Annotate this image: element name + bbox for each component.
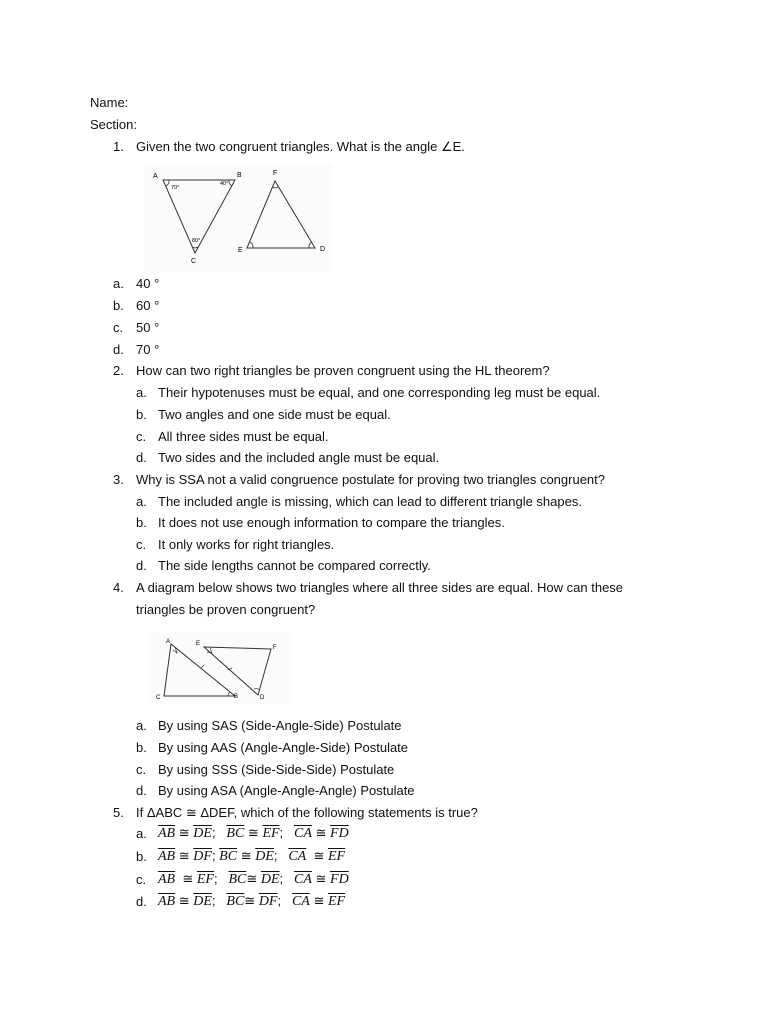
q1-angle-mark-a [166, 180, 169, 186]
q5-option-d: $\overline{AB}$ ≅ $\overline{DE}$; $\overline{BC}≅$ $\overline{DF}$; $\overline{CA}$ ≅ $\overline{EF}$ [158, 893, 346, 909]
q2-option-b: Two angles and one side must be equal. [158, 407, 391, 422]
segment: $\overline{CA}$ [294, 826, 312, 841]
q5-number: 5. [113, 805, 124, 820]
q2-number: 2. [113, 363, 124, 378]
q1-label-e: E [238, 247, 243, 254]
q1-angle-mark-c [192, 247, 198, 248]
q1-option-a-letter: a. [113, 276, 124, 291]
q2-option-d: Two sides and the included angle must be equal. [158, 450, 440, 465]
q2-option-a-letter: a. [136, 385, 147, 400]
segment: $\overline{BC}$ [219, 849, 238, 864]
q4-option-b: By using AAS (Angle-Angle-Side) Postulate [158, 740, 409, 755]
q1-label-c: C [191, 258, 197, 265]
segment: $\overline{EF}$ [327, 894, 346, 909]
q4-triangle-def [204, 647, 271, 695]
q5-option-b: $\overline{AB}$ ≅ $\overline{DF}$; $\overline{BC}$ ≅ $\overline{DE}$; $\overline{CA}$ ≅ $\overline{EF}$ [158, 848, 346, 864]
q4-option-c: By using SSS (Side-Side-Side) Postulate [158, 762, 395, 777]
q1-triangles-figure [145, 163, 332, 271]
q1-option-c-letter: c. [113, 320, 124, 335]
q2-text: How can two right triangles be proven congruent using the HL theorem? [136, 363, 550, 378]
segment: $\overline{DE}$ [193, 894, 212, 909]
q4-label-a: A [166, 639, 171, 645]
q4-label-d: D [260, 695, 265, 701]
q3-option-a: The included angle is missing, which can lead to different triangle shapes. [158, 494, 582, 509]
congruent-symbol: ≅ [178, 848, 190, 863]
q4-option-b-letter: b. [136, 740, 147, 755]
q4-triangle-abc [164, 644, 235, 696]
q1-angle-c-label: 80° [192, 238, 201, 244]
section-label: Section: [90, 117, 137, 132]
q4-tick-ab [201, 665, 204, 668]
q3-option-b: It does not use enough information to compare the triangles. [158, 515, 505, 530]
q1-option-b-letter: b. [113, 298, 124, 313]
segment: $\overline{AB}$ [158, 849, 176, 864]
q5-option-c: $\overline{AB}$ ≅ $\overline{EF}$; $\overline{BC}≅$ $\overline{DE}$; $\overline{CA}$ ≅ $\overline{FD}$ [158, 871, 349, 887]
segment: $\overline{AB}$ [158, 826, 176, 841]
q4-option-a: By using SAS (Side-Angle-Side) Postulate [158, 718, 402, 733]
segment: $\overline{DE}$ [255, 849, 274, 864]
congruent-symbol: ≅ [246, 871, 258, 886]
q1-angle-b-label: 40° [220, 181, 229, 187]
q2-option-a: Their hypotenuses must be equal, and one corresponding leg must be equal. [158, 385, 601, 400]
segment: $\overline{DE}$ [260, 872, 280, 887]
q1-label-b: B [237, 172, 242, 179]
q1-label-d: D [320, 246, 326, 253]
q1-label-f: F [273, 170, 278, 177]
q4-text-line1: A diagram below shows two triangles where all three sides are equal. How can these [136, 580, 624, 595]
q5-option-c-letter: c. [136, 872, 147, 887]
q3-option-c-letter: c. [136, 537, 147, 552]
q4-option-d-letter: d. [136, 783, 147, 798]
q4-label-f: F [273, 645, 277, 651]
name-label: Name: [90, 95, 129, 110]
q3-option-b-letter: b. [136, 515, 147, 530]
q1-text: Given the two congruent triangles. What is the angle ∠E. [136, 139, 465, 154]
segment: $\overline{DF}$ [193, 849, 212, 864]
q5-option-b-letter: b. [136, 849, 147, 864]
segment: $\overline{FD}$ [330, 872, 349, 887]
q1-number: 1. [113, 139, 124, 154]
q1-angle-a-label: 70° [171, 185, 180, 191]
congruent-symbol: ≅ [315, 871, 327, 886]
q4-label-e: E [196, 641, 201, 647]
q5-option-d-letter: d. [136, 894, 147, 909]
q4-option-a-letter: a. [136, 718, 147, 733]
segment: $\overline{CA}$ [293, 872, 312, 887]
congruent-symbol: ≅ [178, 825, 190, 840]
q1-angle-mark-f [272, 187, 278, 188]
congruent-symbol: ≅ [313, 893, 325, 908]
q5-option-a-letter: a. [136, 826, 147, 841]
q1-angle-mark-e [250, 242, 253, 248]
q1-label-a: A [153, 173, 158, 180]
segment: $\overline{BC}$ [228, 872, 247, 887]
q3-option-c: It only works for right triangles. [158, 537, 335, 552]
q1-option-d-letter: d. [113, 342, 124, 357]
congruent-symbol: ≅ [244, 893, 256, 908]
segment: $\overline{AB}$ [158, 872, 176, 887]
q1-option-a: 40 ° [136, 276, 160, 291]
congruent-symbol: ≅ [315, 825, 327, 840]
segment: $\overline{EF}$ [196, 872, 214, 887]
segment: $\overline{CA}$ [291, 894, 310, 909]
q4-label-b: B [234, 694, 239, 700]
q3-number: 3. [113, 472, 124, 487]
q2-option-d-letter: d. [136, 450, 147, 465]
q3-text: Why is SSA not a valid congruence postulate for proving two triangles congruent? [136, 472, 605, 487]
q1-option-c: 50 ° [136, 320, 160, 335]
q2-option-c-letter: c. [136, 429, 147, 444]
segment: $\overline{BC}$ [226, 826, 245, 841]
congruent-symbol: ≅ [313, 848, 325, 863]
q4-label-c: C [156, 695, 161, 701]
segment: $\overline{DF}$ [258, 894, 278, 909]
q4-angle-mark-b [228, 692, 230, 696]
q3-option-a-letter: a. [136, 494, 147, 509]
q4-text-line2: triangles be proven congruent? [136, 602, 316, 617]
q5-text: If ΔABC ≅ ΔDEF, which of the following statements is true? [136, 805, 478, 820]
q3-option-d: The side lengths cannot be compared correctly. [158, 558, 431, 573]
segment: $\overline{DE}$ [193, 826, 212, 841]
q1-option-b: 60 ° [136, 298, 160, 313]
congruent-symbol: ≅ [182, 871, 194, 886]
q4-option-d: By using ASA (Angle-Angle-Angle) Postulate [158, 783, 415, 798]
congruent-symbol: ≅ [178, 893, 190, 908]
q4-triangles-figure [148, 632, 293, 704]
congruent-symbol: ≅ [240, 848, 252, 863]
q3-option-d-letter: d. [136, 558, 147, 573]
q2-option-b-letter: b. [136, 407, 147, 422]
segment: $\overline{EF}$ [328, 849, 346, 864]
segment: $\overline{FD}$ [330, 826, 349, 841]
q1-option-d: 70 ° [136, 342, 160, 357]
q4-option-c-letter: c. [136, 762, 147, 777]
q5-option-a: $\overline{AB}$ ≅ $\overline{DE}$; $\overline{BC}$ ≅ $\overline{EF}$; $\overline{CA}$ ≅ $\overline{FD}$ [158, 825, 349, 841]
q1-angle-mark-b [229, 180, 232, 186]
q1-triangle-def [247, 181, 315, 248]
q4-number: 4. [113, 580, 124, 595]
q2-option-c: All three sides must be equal. [158, 429, 329, 444]
segment: $\overline{CA}$ [288, 849, 307, 864]
segment: $\overline{BC}$ [226, 894, 245, 909]
segment: $\overline{EF}$ [262, 826, 280, 841]
congruent-symbol: ≅ [247, 825, 259, 840]
segment: $\overline{AB}$ [158, 894, 176, 909]
